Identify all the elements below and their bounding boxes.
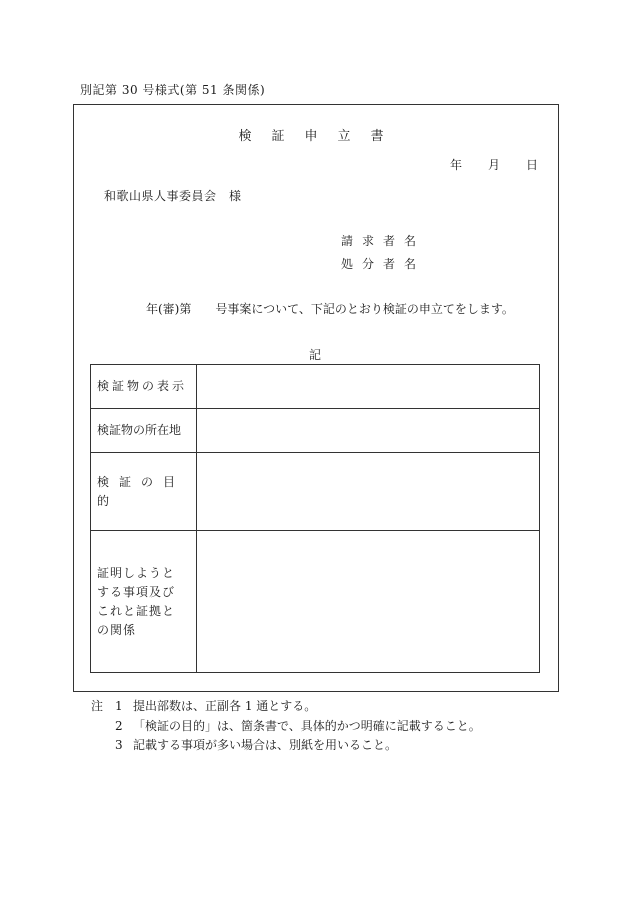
list-item (91, 697, 481, 717)
row-label-inspection-object: 検証物の表示 (91, 365, 197, 409)
row-value-inspection-purpose[interactable] (197, 453, 540, 531)
date-year: 年 (449, 158, 462, 172)
table-row (91, 531, 540, 673)
table-row (91, 365, 540, 409)
disposer-name-label: 処分者名 (341, 257, 426, 271)
note-text: 提出部数は、正副各 1 通とする。 (133, 699, 317, 713)
notes-head: 注 (91, 699, 104, 713)
request-statement: 年(審)第 号事案について、下記のとおり検証の申立てをします。 (146, 302, 514, 316)
form-number: 別記第 30 号様式(第 51 条関係) (80, 83, 266, 97)
addressee: 和歌山県人事委員会 様 (104, 189, 242, 203)
note-text: 記載する事項が多い場合は、別紙を用いること。 (133, 738, 398, 752)
table-row (91, 409, 540, 453)
detail-table (90, 364, 540, 673)
table-row (91, 453, 540, 531)
date-day: 日 (525, 158, 538, 172)
note-number: 3 (115, 738, 123, 752)
row-label-inspection-purpose: 検証の目的 (91, 453, 197, 531)
date-line (450, 156, 538, 173)
row-value-matters-to-prove[interactable] (197, 531, 540, 673)
note-number: 1 (115, 699, 123, 713)
document-title: 検証申立書 (238, 129, 404, 144)
date-month: 月 (487, 158, 500, 172)
list-item (91, 736, 481, 756)
requester-name-label: 請求者名 (341, 234, 426, 248)
list-item (91, 717, 481, 737)
row-value-inspection-object[interactable] (197, 365, 540, 409)
row-label-object-location: 検証物の所在地 (91, 409, 197, 453)
note-number: 2 (115, 718, 123, 733)
notes-section (91, 697, 481, 756)
ki-heading: 記 (308, 348, 321, 362)
row-label-matters-to-prove: 証明しようと する事項及び これと証拠と の関係 (91, 531, 197, 673)
note-text: 「検証の目的」は、箇条書で、具体的かつ明確に記載すること。 (133, 718, 481, 733)
row-value-object-location[interactable] (197, 409, 540, 453)
